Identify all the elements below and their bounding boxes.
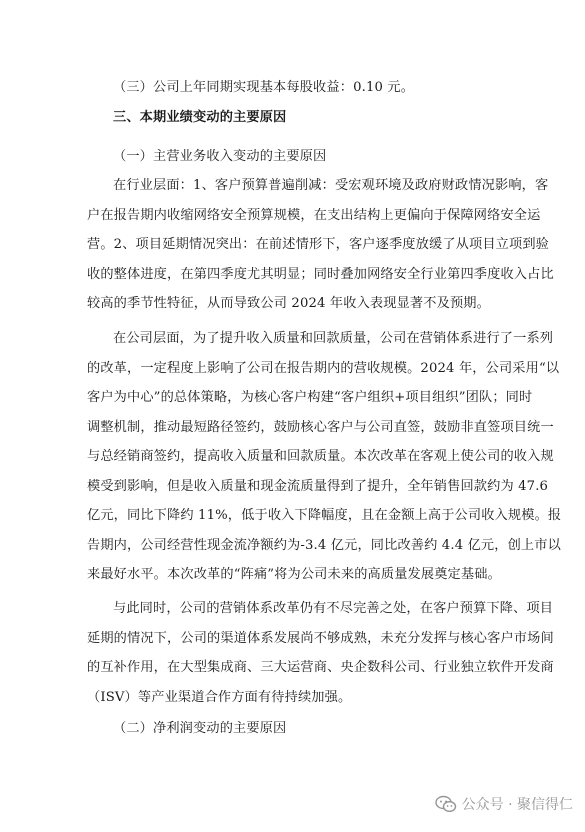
paragraph-line: 来最好水平。本次改革的“阵痛”将为公司未来的高质量发展奠定基础。 bbox=[87, 567, 501, 582]
subsection-two-heading: （二）净利润变动的主要原因 bbox=[113, 721, 287, 736]
wechat-icon bbox=[435, 795, 457, 813]
subsection-three-line: （三）公司上年同期实现基本每股收益：0.10 元。 bbox=[113, 80, 415, 95]
watermark-text: 公众号 · 聚信得仁 bbox=[461, 797, 573, 813]
paragraph-line: 与此同时，公司的营销体系改革仍有不尽完善之处，在客户预算下降、项目 bbox=[113, 601, 554, 616]
paragraph-line: 的互补作用，在大型集成商、三大运营商、央企数科公司、行业独立软件开发商 bbox=[87, 660, 554, 675]
paragraph-line: 营。2、项目延期情况突出：在前述情形下，客户逐季度放缓了从项目立项到验 bbox=[87, 237, 550, 252]
subsection-one-heading: （一）主营业务收入变动的主要原因 bbox=[113, 149, 327, 164]
paragraph-line: 模受到影响，但是收入质量和现金流质量得到了提升，全年销售回款约为 47.6 bbox=[87, 479, 549, 494]
paragraph-line: 户在报告期内收缩网络安全预算规模，在支出结构上更偏向于保障网络安全运 bbox=[87, 208, 541, 223]
paragraph-line: 较高的季节性特征，从而导致公司 2024 年收入表现显著不及预期。 bbox=[87, 296, 490, 311]
watermark bbox=[435, 794, 573, 814]
paragraph-line: 收的整体进度，在第四季度尤其明显；同时叠加网络安全行业第四季度收入占比 bbox=[87, 267, 554, 282]
paragraph-line: 与总经销商签约，提高收入质量和回款质量。本次改革在客观上使公司的收入规 bbox=[87, 449, 554, 464]
paragraph-line: 告期内，公司经营性现金流净额约为-3.4 亿元，同比改善约 4.4 亿元，创上市以 bbox=[87, 538, 561, 553]
section-title: 三、本期业绩变动的主要原因 bbox=[113, 110, 287, 125]
paragraph-line: （ISV）等产业渠道合作方面有待持续加强。 bbox=[87, 690, 352, 705]
paragraph-line: 调整机制，推动最短路径签约，鼓励核心客户与公司直签，鼓励非直签项目统一 bbox=[87, 420, 554, 435]
paragraph-line: 延期的情况下，公司的渠道体系发展尚不够成熟，未充分发挥与核心客户市场间 bbox=[87, 631, 554, 646]
paragraph-line: 的改革，一定程度上影响了公司在报告期内的营收规模。2024 年，公司采用“以 bbox=[87, 361, 560, 376]
paragraph-line: 在公司层面，为了提升收入质量和回款质量，公司在营销体系进行了一系列 bbox=[113, 331, 554, 346]
paragraph-line: 在行业层面：1、客户预算普遍削减：受宏观环境及政府财政情况影响，客 bbox=[113, 178, 549, 193]
paragraph-line: 亿元，同比下降约 11%，低于收入下降幅度，且在金额上高于公司收入规模。报 bbox=[87, 508, 562, 523]
paragraph-line: 客户为中心”的总体策略，为核心客户构建“客户组织+项目组织”团队；同时 bbox=[87, 390, 533, 405]
